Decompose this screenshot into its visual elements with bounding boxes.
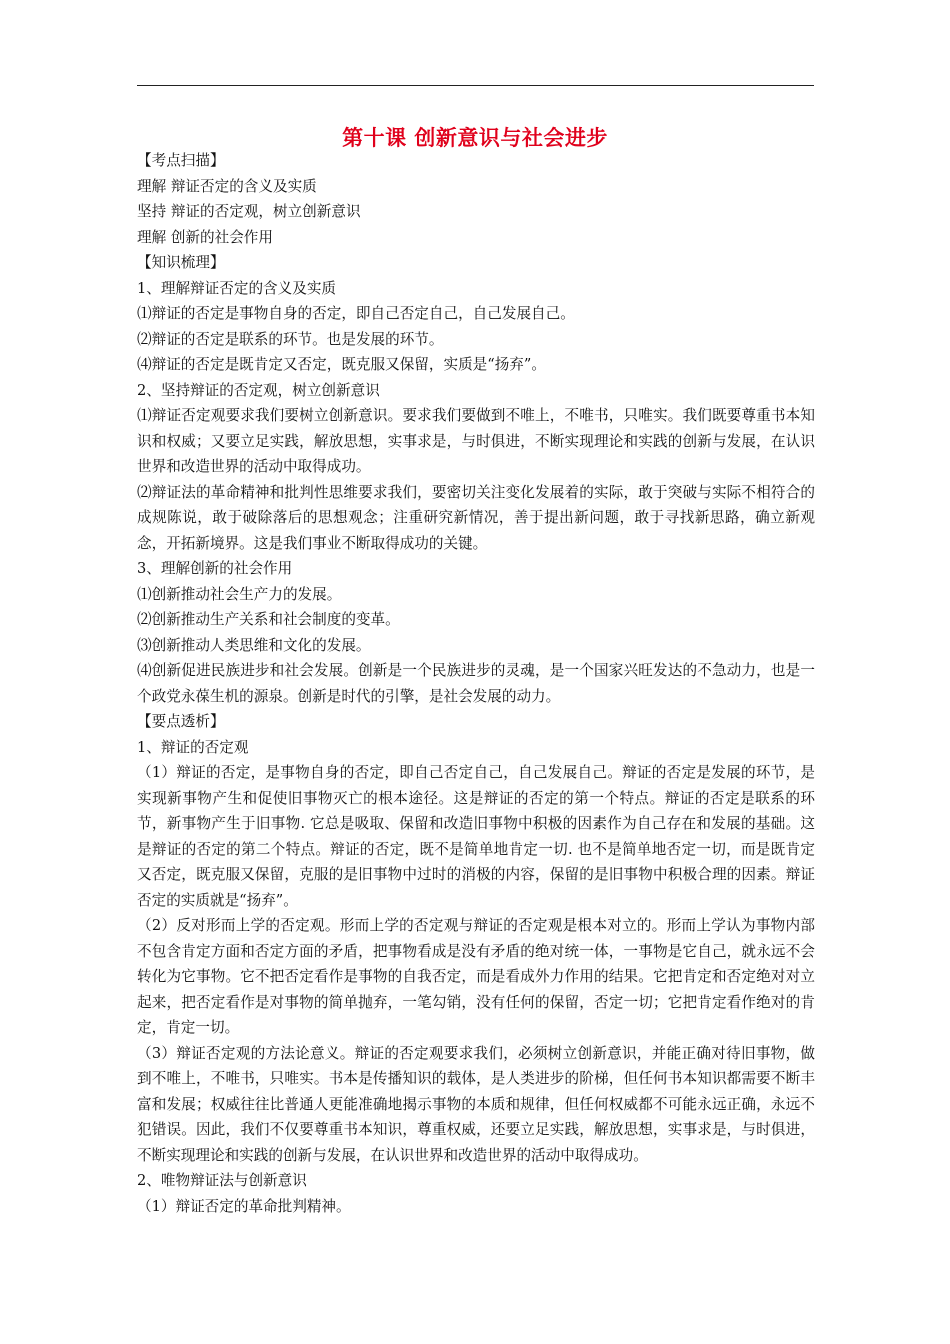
- section-heading-scan: 【考点扫描】: [137, 152, 225, 169]
- analysis-subheading: 1、辩证的否定观: [137, 738, 249, 756]
- section-heading-analysis: 【要点透析】: [137, 713, 225, 730]
- review-paragraph: ⑷辩证的否定是既肯定又否定，既克服又保留，实质是“扬弃”。: [137, 356, 546, 373]
- scan-item: 理解 辩证否定的含义及实质: [137, 177, 317, 195]
- review-paragraph: ⑴辩证否定观要求我们要树立创新意识。要求我们要做到不唯上，不唯书，只唯实。我们既要尊重书本知识和权威；又要立足实践，解放思想，实事求是，与时俱进，不断实现理论和实践的创新与发展，在认识世界和改造世界的活动中取得成功。: [137, 407, 815, 475]
- review-paragraph: ⑶创新推动人类思维和文化的发展。: [137, 636, 371, 654]
- review-subheading: 1、理解辩证否定的含义及实质: [137, 279, 337, 297]
- analysis-paragraph: （2）反对形而上学的否定观。形而上学的否定观与辩证的否定观是根本对立的。形而上学认为事物内部不包含肯定方面和否定方面的矛盾，把事物看成是没有矛盾的绝对统一体，一事物是它自己，就永远不会转化为它事物。它不把否定看作是事物的自我否定，而是看成外力作用的结果。它把肯定和否定绝对对立起来，把否定看作是对事物的简单抛弃，一笔勾销，没有任何的保留，否定一切；它把肯定看作绝对的肯定，肯定一切。: [137, 917, 815, 1036]
- scan-item: 坚持 辩证的否定观，树立创新意识: [137, 203, 361, 220]
- document-body: [137, 148, 815, 1219]
- analysis-paragraph: （3）辩证否定观的方法论意义。辩证的否定观要求我们，必须树立创新意识，并能正确对待旧事物，做到不唯上，不唯书，只唯实。书本是传播知识的载体，是人类进步的阶梯，但任何书本知识都需要不断丰富和发展；权威往往比普通人更能准确地揭示事物的本质和规律，但任何权威都不可能永远正确，永远不犯错误。因此，我们不仅要尊重书本知识，尊重权威，还要立足实践，解放思想，实事求是，与时俱进，不断实现理论和实践的创新与发展，在认识世界和改造世界的活动中取得成功。: [137, 1044, 815, 1164]
- review-paragraph: ⑴辩证的否定是事物自身的否定，即自己否定自己，自己发展自己。: [137, 305, 575, 322]
- section-heading-review: 【知识梳理】: [137, 254, 225, 271]
- document-title: 第十课 创新意识与社会进步: [342, 126, 608, 150]
- analysis-paragraph: （1）辩证否定的革命批判精神。: [137, 1197, 351, 1215]
- review-paragraph: ⑷创新促进民族进步和社会发展。创新是一个民族进步的灵魂，是一个国家兴旺发达的不急动力，也是一个政党永葆生机的源泉。创新是时代的引擎，是社会发展的动力。: [137, 662, 815, 705]
- scan-item: 理解 创新的社会作用: [137, 228, 273, 246]
- review-subheading: 3、理解创新的社会作用: [137, 560, 293, 577]
- review-paragraph: ⑴创新推动社会生产力的发展。: [137, 585, 342, 603]
- analysis-paragraph: （1）辩证的否定，是事物自身的否定，即自己否定自己，自己发展自己。辩证的否定是发展的环节，是实现新事物产生和促使旧事物灭亡的根本途径。这是辩证的否定的第一个特点。辩证的否定是联系的环节，新事物产生于旧事物. 它总是吸取、保留和改造旧事物中积极的因素作为自己存在和发展的基础。这是辩证的否定的第二个特点。辩证的否定，既不是简单地肯定一切. 也不是简单地否定一切，而是既肯定又否定，既克服又保留，克服的是旧事物中过时的消极的内容，保留的是旧事物中积极合理的因素。辩证否定的实质就是“扬弃”。: [137, 764, 815, 909]
- review-subheading: 2、坚持辩证的否定观，树立创新意识: [137, 381, 380, 399]
- review-paragraph: ⑵辩证法的革命精神和批判性思维要求我们，要密切关注变化发展着的实际，敢于突破与实际不相符合的成规陈说，敢于破除落后的思想观念；注重研究新情况，善于提出新问题，敢于寻找新思路，确立新观念，开拓新境界。这是我们事业不断取得成功的关键。: [137, 483, 815, 552]
- review-paragraph: ⑵创新推动生产关系和社会制度的变革。: [137, 611, 400, 628]
- review-paragraph: ⑵辩证的否定是联系的环节。也是发展的环节。: [137, 330, 444, 348]
- header-rule: [137, 85, 814, 86]
- analysis-subheading: 2、唯物辩证法与创新意识: [137, 1172, 307, 1189]
